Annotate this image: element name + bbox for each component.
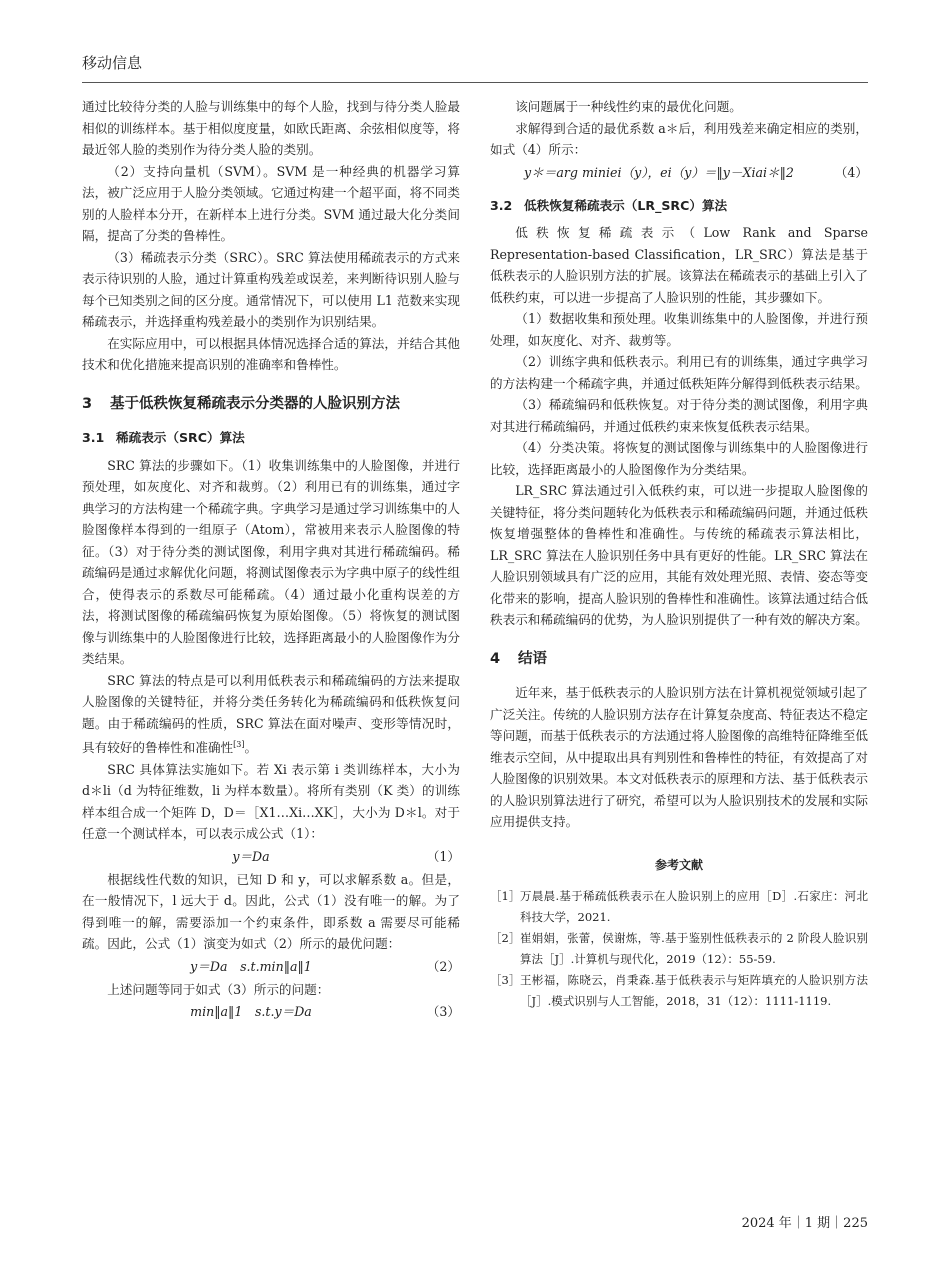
equation-body: y＝Da s.t.min‖a‖1 [190,958,312,974]
equation-number: （3） [426,1004,460,1020]
reference-number: ［1］ [490,889,521,903]
right-column [490,96,868,1012]
paragraph-text: SRC 算法的特点是可以利用低秩表示和稀疏编码的方法来提取人脸图像的关键特征，并将分类任务转化为稀疏编码和低秩恢复问题。由于稀疏编码的性质，SRC 算法在面对噪声、变形等情况时，具有较好的鲁棒性和准确性 [82,672,460,756]
paragraph: SRC 具体算法实施如下。若 Xi 表示第 i 类训练样本，大小为 d＊li（d 为特征维数，li 为样本数量）。将所有类别（K 类）的训练样本组合成一个矩阵 D，D＝［X1…Xi…XK］，大小为 D＊l。对于任意一个测试样本，可以表示成公式（1）： [82,761,460,842]
subsection-title: 低秩恢复稀疏表示（LR_SRC）算法 [524,197,728,213]
section-number: 3 [82,395,93,412]
subsection-title: 稀疏表示（SRC）算法 [116,430,245,445]
equation-3 [82,1000,460,1024]
paragraph [82,670,460,759]
equation-body: y＊＝arg miniei（y），ei（y）＝‖y－Xiai＊‖2 [524,164,794,180]
page-footer: 2024 年｜1 期｜225 [741,1216,868,1231]
reference-item [490,928,868,970]
paragraph: 该问题属于一种线性约束的最优化问题。 [515,99,742,114]
paragraph: （2）支持向量机（SVM）。SVM 是一种经典的机器学习算法，被广泛应用于人脸分类领域。它通过构建一个超平面，将不同类别的人脸样本分开，在新样本上进行分类。SVM 通过最大化分类间隔，提高了分类的鲁棒性。 [82,163,460,243]
paragraph: （3）稀疏表示分类（SRC）。SRC 算法使用稀疏表示的方式来表示待识别的人脸，通过计算重构残差或误差，来判断待识别人脸与每个已知类别之间的区分度。通常情况下，可以使用 L1 范数来实现稀疏表示，并选择重构残差最小的类别作为识别结果。 [82,249,460,329]
equation-4 [490,161,868,185]
paragraph-end: 。 [244,740,258,756]
reference-number: ［2］ [490,931,521,945]
left-column [82,96,460,1024]
subsection-number: 3.1 [82,430,105,445]
section-heading [490,649,868,671]
equation-number: （1） [426,848,460,864]
subsection-heading [490,195,868,217]
section-title: 基于低秩恢复稀疏表示分类器的人脸识别方法 [110,395,400,412]
subsection-number: 3.2 [490,197,513,213]
section-number: 4 [490,650,501,667]
paragraph: SRC 算法的步骤如下。（1）收集训练集中的人脸图像，并进行预处理，如灰度化、对齐和裁剪。（2）利用已有的训练集，通过字典学习的方法构建一个稀疏字典。字典学习是通过学习训练集中的人脸图像样本得到的一组原子（Atom），常被用来表示人脸图像的特征。（3）对于待分类的测试图像，利用字典对其进行稀疏编码。稀疏编码是通过求解优化问题，将测试图像表示为字典中原子的线性组合，使得表示的系数尽可能稀疏。（4）通过最小化重构误差的方法，将测试图像的稀疏编码恢复为原始图像。（5）将恢复的测试图像与训练集中的人脸图像进行比较，选择距离最小的人脸图像作为分类结果。 [82,457,460,666]
reference-text: 万晨晨.基于稀疏低秩表示在人脸识别上的应用［D］.石家庄：河北科技大学，2021. [520,889,868,924]
section-title: 结语 [518,650,547,667]
reference-item [490,886,868,928]
paragraph: 求解得到合适的最优系数 a＊后，利用残差来确定相应的类别，如式（4）所示： [490,120,868,157]
citation: [3] [233,740,245,749]
paragraph: （3）稀疏编码和低秩恢复。对于待分类的测试图像，利用字典对其进行稀疏编码，并通过低秩约束来恢复低秩表示结果。 [490,397,868,434]
paragraph: （1）数据收集和预处理。收集训练集中的人脸图像，并进行预处理，如灰度化、对齐、裁剪等。 [490,311,868,348]
equation-1 [82,845,460,869]
subsection-heading [82,427,460,449]
paragraph: （2）训练字典和低秩表示。利用已有的训练集，通过字典学习的方法构建一个稀疏字典，并通过低秩矩阵分解得到低秩表示结果。 [490,354,868,391]
references-title: 参考文献 [654,857,703,872]
paragraph: 近年来，基于低秩表示的人脸识别方法在计算机视觉领域引起了广泛关注。传统的人脸识别方法存在计算复杂度高、特征表达不稳定等问题，而基于低秩表示的方法通过将人脸图像的高维特征降维至低维表示空间，从中提取出具有判别性和鲁棒性的特征，有效提高了对人脸图像的识别效果。本文对低秩表示的原理和方法、基于低秩表示的人脸识别算法进行了研究，希望可以为人脸识别技术的发展和实际应用提供支持。 [490,685,868,829]
paragraph: 在实际应用中，可以根据具体情况选择合适的算法，并结合其他技术和优化措施来提高识别的准确率和鲁棒性。 [82,335,460,372]
equation-body: y＝Da [232,848,270,864]
reference-item [490,970,868,1012]
equation-body: min‖a‖1 s.t.y＝Da [190,1004,312,1020]
equation-number: （2） [426,958,460,974]
section-heading [82,394,460,416]
journal-title: 移动信息 [82,54,143,72]
reference-number: ［3］ [490,973,521,987]
reference-text: 崔娟娟，张蕾，侯谢炼，等.基于鉴别性低秩表示的 2 阶段人脸识别算法［J］.计算机与现代化，2019（12）：55-59. [520,931,868,966]
equation-2 [82,955,460,979]
reference-text: 王彬福，陈晓云，肖秉森.基于低秩表示与矩阵填充的人脸识别方法［J］.模式识别与人工智能，2018，31（12）：1111-1119. [520,973,868,1008]
paragraph: 根据线性代数的知识，已知 D 和 y，可以求解系数 a。但是，在一般情况下，l 远大于 d。因此，公式（1）没有唯一的解。为了得到唯一的解，需要添加一个约束条件，即系数 a 需要尽可能稀疏。因此，公式（1）演变为如式（2）所示的最优问题： [82,871,460,952]
paragraph: LR_SRC 算法通过引入低秩约束，可以进一步提取人脸图像的关键特征，将分类问题转化为低秩表示和稀疏编码问题，并通过低秩恢复增强整体的鲁棒性和准确性。与传统的稀疏表示算法相比，LR_SRC 算法在人脸识别任务中具有更好的性能。LR_SRC 算法在人脸识别领域具有广泛的应用，其能有效处理光照、表情、姿态等变化带来的影响，提高人脸识别的鲁棒性和准确性。该算法通过结合低秩表示和稀疏编码的优势，为人脸识别提供了一种有效的解决方案。 [490,483,868,627]
equation-number: （4） [834,164,868,180]
paragraph: （4）分类决策。将恢复的测试图像与训练集中的人脸图像进行比较，选择距离最小的人脸图像作为分类结果。 [490,440,868,477]
paragraph: 通过比较待分类的人脸与训练集中的每个人脸，找到与待分类人脸最相似的训练样本。基于相似度度量，如欧氏距离、余弦相似度等，将最近邻人脸的类别作为待分类人脸的类别。 [82,99,460,157]
paragraph: 低秩恢复稀疏表示（Low Rank and Sparse Representation-based Classification，LR_SRC）算法是基于低秩表示的人脸识别方法的扩展。该算法在稀疏表示的基础上引入了低秩约束，可以进一步提高了人脸识别的性能，其步骤如下。 [490,225,868,305]
header-rule [82,82,868,83]
paragraph: 上述问题等同于如式（3）所示的问题： [107,981,330,997]
references-list [490,886,868,1012]
